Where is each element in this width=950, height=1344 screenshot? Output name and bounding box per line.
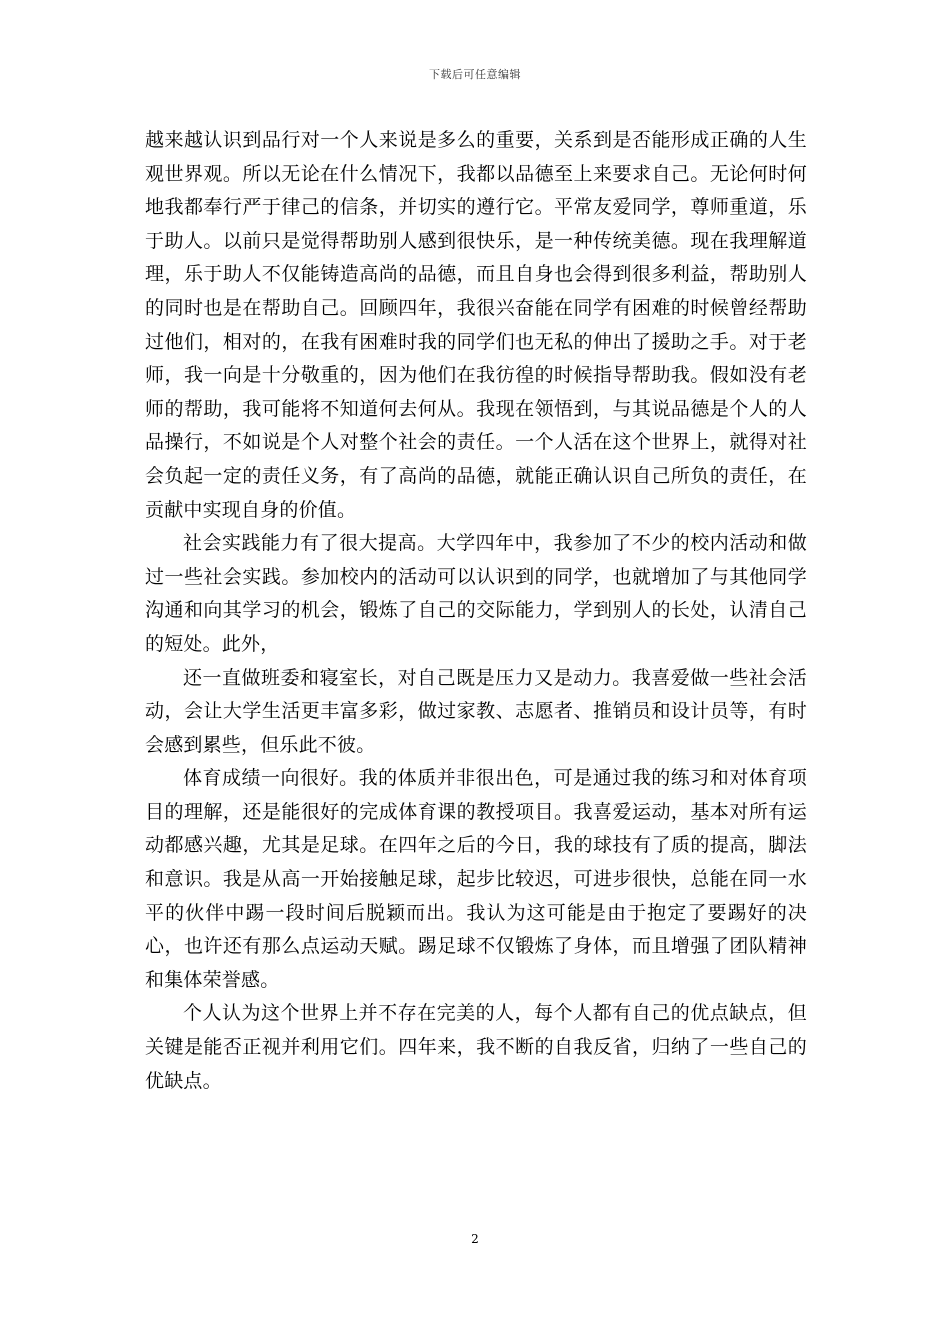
paragraph-sports: 体育成绩一向很好。我的体质并非很出色，可是通过我的练习和对体育项目的理解，还是能很好的完成体育课的教授项目。我喜爱运动，基本对所有运动都感兴趣，尤其是足球。在四年之后的今日，我的球技有了质的提高，脚法和意识。我是从高一开始接触足球，起步比较迟，可进步很快，总能在同一水平的伙伴中踢一段时间后脱颖而出。我认为这可能是由于抱定了要踢好的决心，也许还有那么点运动天赋。踢足球不仅锻炼了身体，而且增强了团队精神和集体荣誉感。 <box>145 767 807 991</box>
paragraph-self-reflection: 个人认为这个世界上并不存在完美的人，每个人都有自己的优点缺点，但关键是能否正视并利用它们。四年来，我不断的自我反省，归纳了一些自己的优缺点。 <box>145 1002 807 1092</box>
paragraph-social-practice: 社会实践能力有了很大提高。大学四年中，我参加了不少的校内活动和做过一些社会实践。参加校内的活动可以认识到的同学，也就增加了与其他同学沟通和向其学习的机会，锻炼了自己的交际能力，学到别人的长处，认清自己的短处。此外， <box>145 532 807 655</box>
paragraph-morality: 越来越认识到品行对一个人来说是多么的重要，关系到是否能形成正确的人生观世界观。所以无论在什么情况下，我都以品德至上来要求自己。无论何时何地我都奉行严于律己的信条，并切实的遵行它。平常友爱同学，尊师重道，乐于助人。以前只是觉得帮助别人感到很快乐，是一种传统美德。现在我理解道理，乐于助人不仅能铸造高尚的品德，而且自身也会得到很多利益，帮助别人的同时也是在帮助自己。回顾四年，我很兴奋能在同学有困难的时候曾经帮助过他们，相对的，在我有困难时我的同学们也无私的伸出了援助之手。对于老师，我一向是十分敬重的，因为他们在我彷徨的时候指导帮助我。假如没有老师的帮助，我可能将不知道何去何从。我现在领悟到，与其说品德是个人的人品操行，不如说是个人对整个社会的责任。一个人活在这个世界上，就得对社会负起一定的责任义务，有了高尚的品德，就能正确认识自己所负的责任，在贡献中实现自身的价值。 <box>145 129 807 521</box>
page-header: 下载后可任意编辑 <box>429 68 521 81</box>
paragraph-class-committee: 还一直做班委和寝室长，对自己既是压力又是动力。我喜爱做一些社会活动，会让大学生活更丰富多彩，做过家教、志愿者、推销员和设计员等，有时会感到累些，但乐此不彼。 <box>145 666 807 756</box>
document-body <box>145 124 807 1098</box>
page-number: 2 <box>471 1232 479 1246</box>
